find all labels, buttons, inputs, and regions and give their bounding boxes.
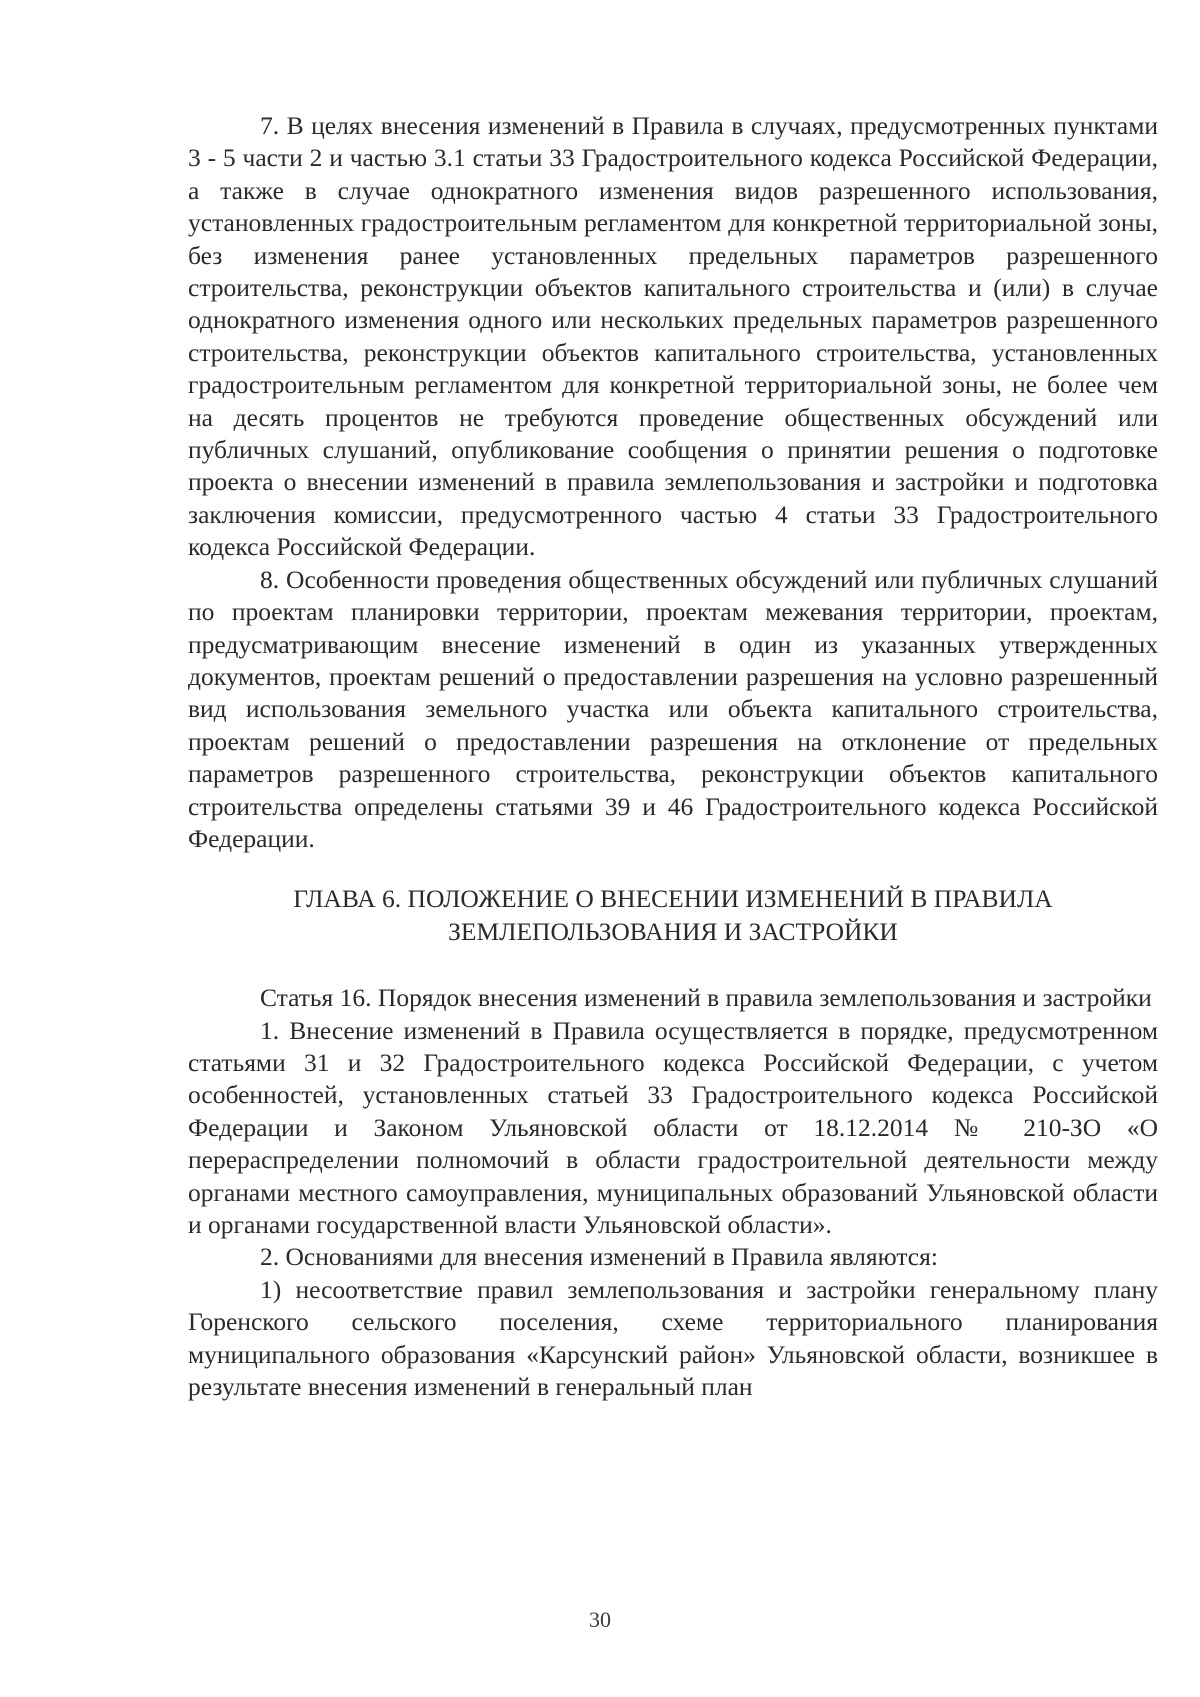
article-paragraph-1: 1. Внесение изменений в Правила осуществляется в порядке, предусмотренном статьями 31 и 32 Градостроительного кодекса Российской Федерации, с учетом особенностей, установленных статьей 33 Градостроительного кодекса Российской Федерации и Законом Ульяновской области от 18.12.2014 № 210-ЗО «О перераспределении полномочий в области градостроительной деятельности между органами местного самоуправления, муниципальных образований Ульяновской области и органами государственной власти Ульяновской области».: [188, 1015, 1158, 1239]
chapter-title: ГЛАВА 6. ПОЛОЖЕНИЕ О ВНЕСЕНИИ ИЗМЕНЕНИЙ В ПРАВИЛА ЗЕМЛЕПОЛЬЗОВАНИЯ И ЗАСТРОЙКИ: [293, 884, 1053, 946]
document-page: [188, 110, 1158, 1403]
paragraph-8: 8. Особенности проведения общественных обсуждений или публичных слушаний по проектам планировки территории, проектам межевания территории, проектам, предусматривающим внесение изменений в один из указанных утвержденных документов, проектам решений о предоставлении разрешения на условно разрешенный вид использования земельного участка или объекта капитального строительства, проектам решений о предоставлении разрешения на отклонение от предельных параметров разрешенного строительства, реконструкции объектов капитального строительства определены статьями 39 и 46 Градостроительного кодекса Российской Федерации.: [188, 564, 1158, 853]
page-number: 30: [589, 1607, 611, 1632]
article-title: Статья 16. Порядок внесения изменений в правила землепользования и застройки: [260, 983, 1152, 1013]
article-paragraph-2: 2. Основаниями для внесения изменений в Правила являются:: [260, 1242, 938, 1272]
article-subitem-1: 1) несоответствие правил землепользования и застройки генеральному плану Горенского сельского поселения, схеме территориального планирования муниципального образования «Карсунский район» Ульяновской области, возникшее в результате внесения изменений в генеральный план: [188, 1274, 1158, 1402]
paragraph-7: 7. В целях внесения изменений в Правила в случаях, предусмотренных пунктами 3 - 5 части 2 и частью 3.1 статьи 33 Градостроительного кодекса Российской Федерации, а также в случае однократного изменения видов разрешенного использования, установленных градостроительным регламентом для конкретной территориальной зоны, без изменения ранее установленных предельных параметров разрешенного строительства, реконструкции объектов капитального строительства и (или) в случае однократного изменения одного или нескольких предельных параметров разрешенного строительства, реконструкции объектов капитального строительства, установленных градостроительным регламентом для конкретной территориальной зоны, не более чем на десять процентов не требуются проведение общественных обсуждений или публичных слушаний, опубликование сообщения о принятии решения о подготовке проекта о внесении изменений в правила землепользования и застройки и подготовка заключения комиссии, предусмотренного частью 4 статьи 33 Градостроительного кодекса Российской Федерации.: [188, 111, 1158, 562]
